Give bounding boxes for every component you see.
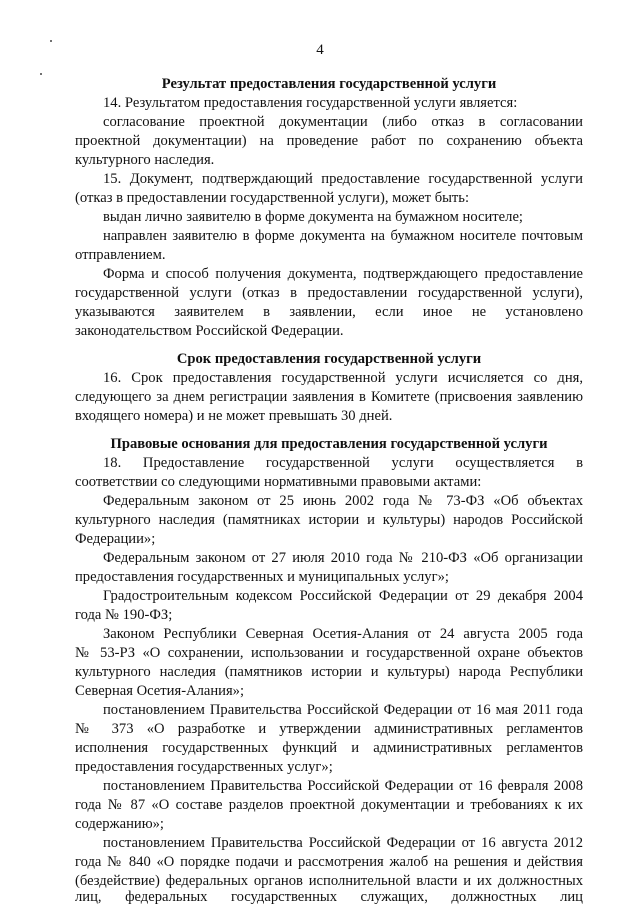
paragraph-line: постановлением Правительства Российской Федерации от 16 мая 2011 года (103, 702, 583, 718)
paragraph-line: направлен заявителю в форме документа на бумажном носителе почтовым (103, 228, 583, 244)
paragraph-line: Федерации»; (75, 531, 156, 547)
paragraph-line: входящего номера) и не может превышать 30 дней. (75, 408, 393, 424)
paragraph-line: постановлением Правительства Российской Федерации от 16 февраля 2008 (103, 778, 583, 794)
paragraph-line: Федеральным законом от 27 июля 2010 года № 210-ФЗ «Об организации (103, 550, 583, 566)
paragraph-line: предоставления государственных и муниципальных услуг»; (75, 569, 449, 585)
paragraph-line: года № 190-ФЗ; (75, 607, 173, 623)
paragraph-line: культурного наследия (памятниках истории и культуры) народов Российской (75, 512, 583, 528)
paragraph-line: постановлением Правительства Российской Федерации от 16 августа 2012 (103, 835, 583, 851)
page-number: 4 (316, 42, 324, 58)
paragraph-line: следующего за днем регистрации заявления в Комитете (присвоения заявлению (75, 389, 583, 405)
paragraph-line: указываются заявителем в заявлении, если иное не установлено (75, 304, 583, 320)
paragraph-line: предоставления государственных услуг»; (75, 759, 333, 775)
paragraph-line: № 53-РЗ «О сохранении, использовании и государственной охране объектов (75, 645, 583, 661)
section-heading-term: Срок предоставления государственной услуги (176, 351, 482, 367)
paragraph-line: культурного наследия (памятников истории и культуры) народа Республики (75, 664, 583, 680)
paragraph-line: 14. Результатом предоставления государственной услуги является: (103, 95, 518, 111)
section-heading-result: Результат предоставления государственной услуги (161, 76, 497, 92)
paragraph-line: Федеральным законом от 25 июнь 2002 года № 73-ФЗ «Об объектах (103, 493, 583, 509)
paragraph-line: Законом Республики Северная Осетия-Алания от 24 августа 2005 года (103, 626, 583, 642)
paragraph-line: государственной услуги (отказ в предоставлении государственной услуги), (75, 285, 583, 301)
paragraph-line: законодательством Российской Федерации. (75, 323, 344, 339)
paragraph-line: отправлением. (75, 247, 166, 263)
paragraph-line: проектной документации) на проведение работ по сохранению объекта (75, 133, 583, 149)
paragraph-line: культурного наследия. (75, 152, 215, 168)
section-heading-legal-basis: Правовые основания для предоставления государственной услуги (110, 436, 548, 452)
paragraph-line: 18. Предоставление государственной услуги осуществляется в (103, 455, 583, 471)
paragraph-line: (отказ в предоставлении государственной услуги), может быть: (75, 190, 470, 206)
paragraph-line: 15. Документ, подтверждающий предоставление государственной услуги (103, 171, 583, 187)
paragraph-line: соответствии со следующими нормативными правовыми актами: (75, 474, 482, 490)
paragraph-line: Форма и способ получения документа, подтверждающего предоставление (103, 266, 583, 282)
paragraph-line: согласование проектной документации (либо отказ в согласовании (103, 114, 583, 130)
paragraph-line: года № 840 «О порядке подачи и рассмотрения жалоб на решения и действия (75, 854, 583, 870)
paragraph-line: Северная Осетия-Алания»; (75, 683, 245, 699)
paragraph-line: № 373 «О разработке и утверждении административных регламентов (75, 721, 583, 737)
paragraph-line: выдан лично заявителю в форме документа на бумажном носителе; (103, 209, 523, 225)
paragraph-line: 16. Срок предоставления государственной услуги исчисляется со дня, (103, 370, 583, 386)
paragraph-line: лиц, федеральных государственных служащих, должностных лиц (75, 889, 583, 905)
scan-speck (40, 73, 42, 75)
paragraph-line: Градостроительным кодексом Российской Федерации от 29 декабря 2004 (103, 588, 583, 604)
paragraph-line: содержанию»; (75, 816, 164, 832)
paragraph-line: исполнения государственных функций и административных регламентов (75, 740, 583, 756)
paragraph-line: года № 87 «О составе разделов проектной документации и требованиях к их (75, 797, 583, 813)
paragraph-line: (бездействие) федеральных органов исполнительной власти и их должностных (75, 873, 583, 889)
